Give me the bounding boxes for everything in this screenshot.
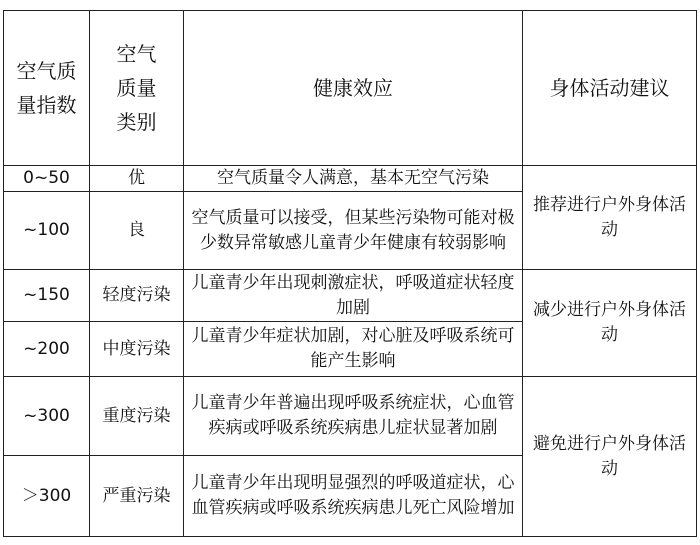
aqi-range-cell: ~100	[4, 192, 90, 270]
air-quality-table	[3, 10, 697, 537]
header-category: 空气 质量 类别	[90, 11, 184, 166]
health-effect-cell: 儿童青少年出现明显强烈的呼吸道症状，心血管疾病或呼吸系统疾病患儿死亡风险增加	[184, 456, 523, 537]
activity-advice-cell: 避免进行户外身体活动	[523, 377, 697, 537]
category-cell: 轻度污染	[90, 270, 184, 322]
aqi-range-cell: ~200	[4, 322, 90, 377]
table-row	[4, 377, 697, 456]
category-cell: 良	[90, 192, 184, 270]
activity-advice-cell: 减少进行户外身体活动	[523, 270, 697, 377]
air-quality-table-container	[3, 10, 696, 536]
category-cell: 优	[90, 166, 184, 192]
table-row	[4, 166, 697, 192]
category-cell: 中度污染	[90, 322, 184, 377]
header-aqi: 空气质 量指数	[4, 11, 90, 166]
header-health-effect: 健康效应	[184, 11, 523, 166]
aqi-range-cell: ~300	[4, 377, 90, 456]
health-effect-cell: 儿童青少年普遍出现呼吸系统症状，心血管疾病或呼吸系统疾病患儿症状显著加剧	[184, 377, 523, 456]
health-effect-cell: 儿童青少年出现刺激症状，呼吸道症状轻度加剧	[184, 270, 523, 322]
category-cell: 严重污染	[90, 456, 184, 537]
health-effect-cell: 空气质量令人满意，基本无空气污染	[184, 166, 523, 192]
table-row	[4, 270, 697, 322]
aqi-range-cell: 0~50	[4, 166, 90, 192]
aqi-range-cell: ~150	[4, 270, 90, 322]
category-cell: 重度污染	[90, 377, 184, 456]
health-effect-cell: 空气质量可以接受，但某些污染物可能对极少数异常敏感儿童青少年健康有较弱影响	[184, 192, 523, 270]
health-effect-cell: 儿童青少年症状加剧，对心脏及呼吸系统可能产生影响	[184, 322, 523, 377]
activity-advice-cell: 推荐进行户外身体活动	[523, 166, 697, 270]
header-activity-advice: 身体活动建议	[523, 11, 697, 166]
aqi-range-cell: ＞300	[4, 456, 90, 537]
header-row	[4, 11, 697, 166]
